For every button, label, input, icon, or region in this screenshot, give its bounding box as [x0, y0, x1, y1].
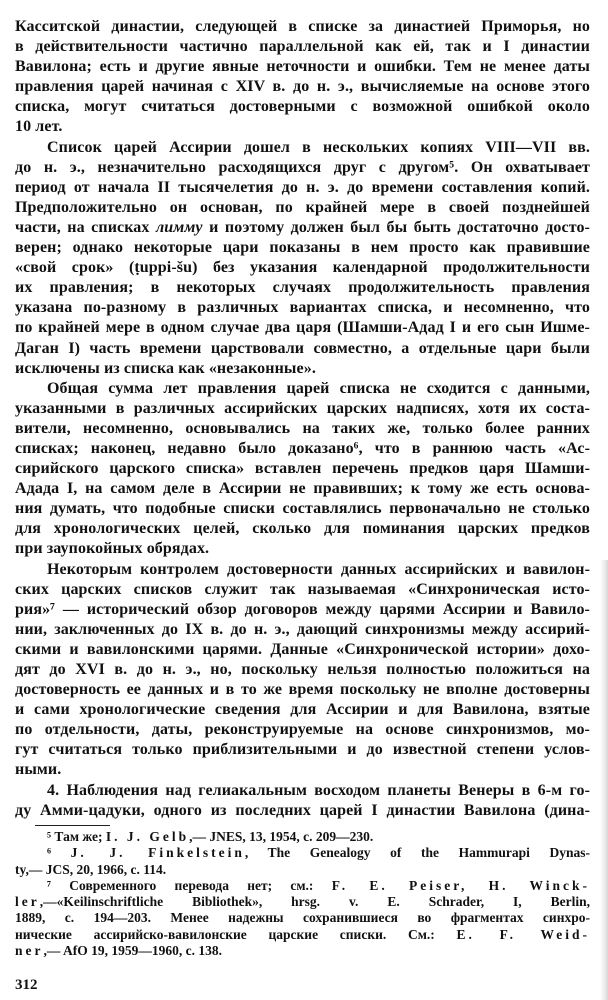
- text-line: [15, 620, 590, 640]
- text-line-segment: период от начала II тысячелетия до н. э. до времени составления копий.: [15, 178, 590, 196]
- text-line: [15, 479, 590, 499]
- text-line: [15, 720, 590, 740]
- text-line-segment: по крайней мере в одном случае два царя (Шамши-Адад I и его сын Ишме-: [15, 319, 590, 337]
- text-line: [15, 560, 590, 580]
- text-line: [15, 680, 590, 700]
- text-line: [15, 801, 590, 821]
- text-line-segment: Общая сумма лет правления царей списка не сходится с данными,: [47, 379, 590, 397]
- text-line-segment: ских царских списков служит так называемая «Синхроническая исто-: [15, 580, 590, 598]
- footnote-line: [15, 862, 590, 878]
- text-line-segment: указанными в различных ассирийских царских надписях, хотя их соста-: [15, 399, 590, 417]
- text-line: [15, 138, 590, 158]
- footnote-line: [15, 894, 590, 910]
- footnote-line-segment: ,—«Keilinschriftliche Bibliothek», hrsg. v. E. Schrader, I, Berlin,: [39, 894, 590, 910]
- footnote-line-segment: F. E. Peiser, H. Winck-: [331, 877, 590, 893]
- text-line: [15, 459, 590, 479]
- text-line: [15, 57, 590, 77]
- text-line-segment: Некоторым контролем достоверности данных ассирийских и вавилон-: [47, 560, 590, 578]
- text-line-segment: ду Амми-цадуки, одного из последних царей I династии Вавилона (дина-: [15, 801, 590, 819]
- footnote-line-segment: нические ассирийско-вавилонские царские списки. См.:: [15, 926, 457, 942]
- text-line: [15, 117, 590, 137]
- text-line-segment: исключены из списка как «незаконные».: [15, 359, 316, 377]
- text-line: [15, 339, 590, 359]
- text-line-segment: ными.: [15, 761, 62, 779]
- text-line: [15, 600, 590, 620]
- footnote-line-segment: I. J. Gelb: [105, 829, 190, 844]
- text-line: [15, 519, 590, 539]
- text-line-segment: для хронологических целей, сколько для поминания царских предков: [15, 520, 590, 538]
- text-line: [15, 17, 590, 37]
- text-line: [15, 781, 590, 801]
- text-line: [15, 359, 590, 379]
- text-line-segment: 10 лет.: [15, 118, 63, 136]
- text-line: [15, 640, 590, 660]
- text-line: [15, 399, 590, 419]
- footnote-line: [15, 878, 590, 894]
- text-line-segment: указана по-разному в различных вариантах списка, и несомненно, что: [15, 299, 590, 317]
- text-line-segment: гут считаться только приблизительными и до известной степени услов-: [15, 741, 590, 759]
- text-line-segment: списка, могут считаться достоверными с возможной ошибкой около: [15, 98, 590, 116]
- text-line: [15, 580, 590, 600]
- text-line: [15, 419, 590, 439]
- text-line-segment: Касситской династии, следующей в списке за династией Приморья, но: [15, 18, 590, 35]
- text-line: [15, 318, 590, 338]
- footnote-divider: [35, 825, 110, 826]
- text-line-segment: нии, заключенных до IX в. до н. э., дающий синхронизмы между ассирий-: [15, 620, 590, 638]
- text-line: [15, 439, 590, 459]
- text-line-segment: вители, несомненно, основывались на таких же, только более ранних: [15, 419, 590, 437]
- text-line: [15, 499, 590, 519]
- text-line-segment: в действительности частично параллельной как ей, так и I династии: [15, 38, 590, 56]
- text-line-segment: скими и вавилонскими царями. Данные «Синхронической истории» дохо-: [15, 640, 590, 658]
- text-line-segment: рия»⁷ — исторический обзор договоров между царями Ассирии и Вавило-: [15, 600, 590, 618]
- footnote-line-segment: ,— JNES, 13, 1954, с. 209—230.: [189, 829, 374, 844]
- text-line-segment: их правления; в некоторых случаях продолжительность правления: [15, 279, 590, 297]
- text-line-segment: Адада I, на самом деле в Ассирии не правивших; к тому же есть основа-: [15, 480, 590, 498]
- text-line-segment: по отдельности, даты, реконструируемые на основе синхронизмов, мо-: [15, 721, 590, 739]
- footnote-line-segment: ⁶: [47, 845, 71, 861]
- text-line-segment: и поэтому должен был бы быть достаточно досто-: [202, 218, 590, 236]
- footnote-line-segment: 1889, с. 194—203. Менее надежны сохранившиеся во фрагментах синхро-: [15, 910, 590, 926]
- text-line-segment: Вавилона; есть и другие явные неточности и ошибки. Тем не менее даты: [15, 58, 590, 76]
- text-line: [15, 178, 590, 198]
- text-line-segment: сирийского царского списка» вставлен перечень предков царя Шамши-: [15, 460, 590, 478]
- footnote-line: [15, 910, 590, 926]
- footnote-line-segment: ⁵ Там же;: [47, 829, 106, 844]
- footnote-line: [15, 943, 590, 959]
- footnote-line-segment: , The Genealogy of the Hammurapi Dynas-: [244, 845, 590, 861]
- scan-edge-shadow: [600, 560, 608, 1000]
- text-line: [15, 37, 590, 57]
- text-line-segment: списках; наконец, недавно было доказано⁶, что в раннюю часть «Ас-: [15, 439, 590, 457]
- text-line: [15, 77, 590, 97]
- footnote-line-segment: ,— AfO 19, 1959—1960, с. 138.: [43, 943, 222, 959]
- text-line: [15, 379, 590, 399]
- text-line-segment: и сами хронологические сведения для Ассирии и для Вавилона, взятые: [15, 701, 590, 719]
- text-line-segment: 4. Наблюдения над гелиакальным восходом планеты Венеры в 6-м го-: [47, 781, 590, 799]
- text-line: [15, 278, 590, 298]
- text-line-segment: Список царей Ассирии дошел в нескольких копиях VIII—VII вв.: [47, 138, 590, 156]
- text-line-segment: лимму: [155, 218, 203, 236]
- text-line-segment: до н. э., незначительно расходящихся друг с другом⁵. Он охватывает: [15, 158, 590, 176]
- text-line: [15, 218, 590, 238]
- footnote-line: [15, 927, 590, 943]
- text-line-segment: Предположительно он основан, по крайней мере в своей позднейшей: [15, 198, 590, 216]
- main-text: [15, 17, 590, 821]
- text-line-segment: части, на списках: [15, 218, 156, 236]
- text-line-segment: ния думать, что подобные списки составлялись первоначально не столько: [15, 500, 590, 518]
- footnote-line: [15, 845, 590, 861]
- page-number: 312: [15, 977, 38, 993]
- text-line: [15, 539, 590, 559]
- text-line: [15, 238, 590, 258]
- text-line-segment: достоверность ее данных и в то же время поскольку не вполне достоверны: [15, 681, 590, 699]
- text-line-segment: Даган I) часть времени царствовали совместно, а отдельные цари были: [15, 339, 590, 357]
- text-line-segment: верен; однако некоторые цари показаны в нем просто как правившие: [15, 239, 590, 257]
- footnote-line-segment: E. F. Weid-: [456, 926, 590, 942]
- text-line: [15, 198, 590, 218]
- text-line: [15, 97, 590, 117]
- footnote-line: [15, 829, 590, 845]
- footnotes: [15, 829, 590, 959]
- text-line-segment: правления царей начиная с XIV в. до н. э., вычисляемые на основе этого: [15, 78, 590, 96]
- text-line-segment: при заупокойных обрядах.: [15, 540, 210, 558]
- text-line: [15, 660, 590, 680]
- text-line: [15, 700, 590, 720]
- footnote-line-segment: ler: [15, 894, 40, 910]
- text-line: [15, 740, 590, 760]
- text-line: [15, 298, 590, 318]
- footnote-line-segment: ty,— JCS, 20, 1966, с. 114.: [15, 861, 167, 877]
- text-line-segment: «свой срок» (ṭuppi-šu) без указания календарной продолжительности: [15, 259, 590, 277]
- text-line: [15, 158, 590, 178]
- text-line: [15, 760, 590, 780]
- text-line-segment: дят до XVI в. до н. э., но, поскольку нельзя полностью положиться на: [15, 661, 590, 678]
- footnote-line-segment: ⁷ Современного перевода нет; см.:: [47, 877, 332, 893]
- text-line: [15, 258, 590, 278]
- footnote-line-segment: J. J. Finkelstein: [70, 845, 245, 861]
- footnote-line-segment: ner: [15, 943, 44, 959]
